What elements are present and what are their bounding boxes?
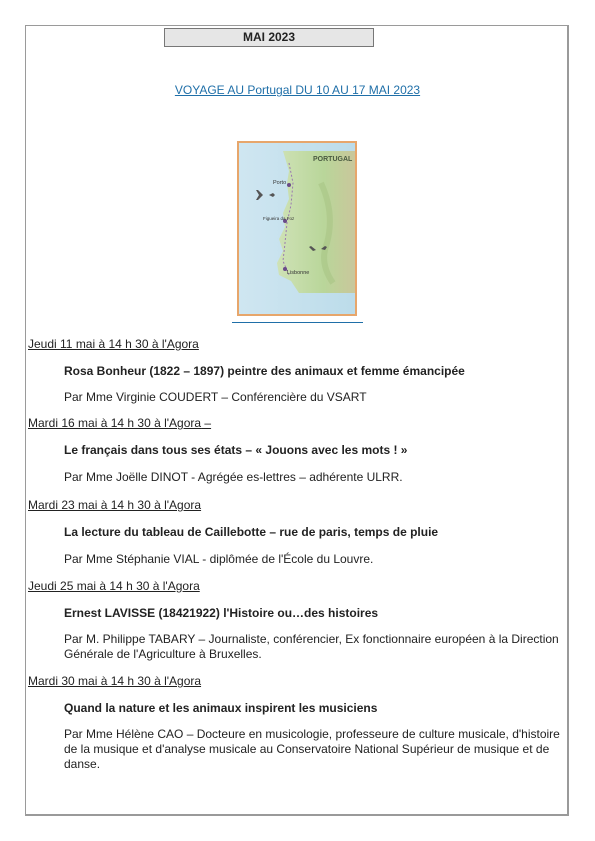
event-title: Quand la nature et les animaux inspirent les musiciens [64,701,378,715]
event-speaker: Par Mme Stéphanie VIAL - diplômée de l'École du Louvre. [64,552,374,566]
trip-title-link[interactable]: VOYAGE AU Portugal DU 10 AU 17 MAI 2023 [174,83,421,97]
event-title: La lecture du tableau de Caillebotte – rue de paris, temps de pluie [64,525,439,539]
event-speaker: Par Mme Hélène CAO – Docteure en musicologie, professeure de culture musicale, d'histoire de la musique et d'analyse musicale au Conservatoire National Supérieur de musique et de danse. [64,727,560,771]
map-underline [232,322,363,323]
map-city-porto [287,183,291,187]
event-date: Mardi 30 mai à 14 h 30 à l'Agora [28,674,202,688]
map-label-figueira: Figueira da Foz [263,216,295,221]
event-speaker: Par Mme Joëlle DINOT - Agrégée es-lettres – adhérente ULRR. [64,470,403,484]
event-date: Jeudi 25 mai à 14 h 30 à l'Agora [28,579,200,593]
month-header: MAI 2023 [164,28,374,47]
event-date: Jeudi 11 mai à 14 h 30 à l'Agora [28,337,199,351]
event-speaker: Par Mme Virginie COUDERT – Conférencière du VSART [64,390,367,404]
event-title: Ernest LAVISSE (18421922) l'Histoire ou…des histoires [64,606,379,620]
event-title: Le français dans tous ses états – « Jouons avec les mots ! » [64,443,408,457]
map-label-porto: Porto [273,180,287,186]
map-country-label: PORTUGAL [313,156,353,163]
map-label-lisbonne: Lisbonne [287,270,310,276]
event-date: Mardi 16 mai à 14 h 30 à l'Agora – [28,416,212,430]
event-title: Rosa Bonheur (1822 – 1897) peintre des animaux et femme émancipée [64,364,465,378]
portugal-map-image [237,141,357,316]
event-date: Mardi 23 mai à 14 h 30 à l'Agora [28,498,202,512]
event-speaker: Par M. Philippe TABARY – Journaliste, conférencier, Ex fonctionnaire européen à la Direction Générale de l'Agriculture à Bruxelles. [64,632,559,661]
